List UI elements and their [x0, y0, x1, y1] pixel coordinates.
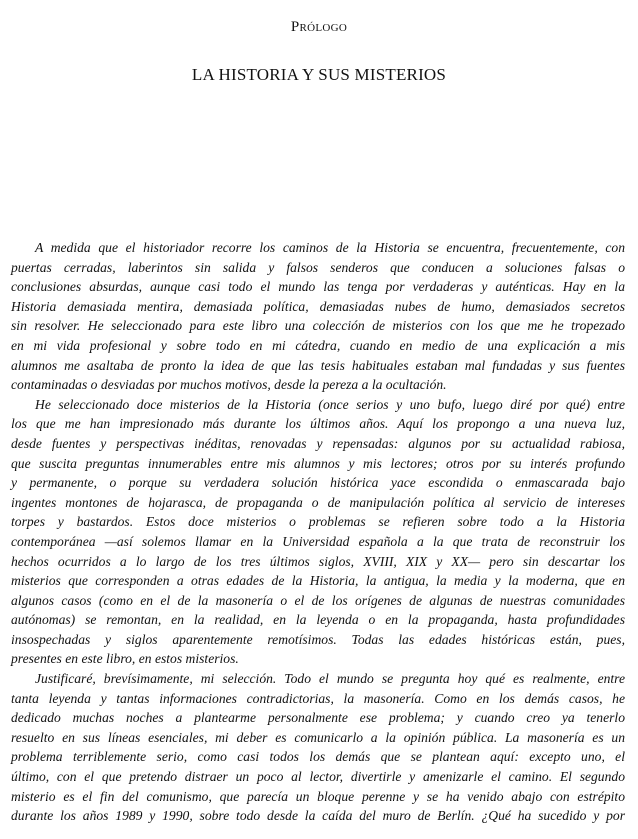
text-line: Historia demasiada mentira, demasiada política, demasiadas nubes de humo, demasiados secretos [11, 298, 625, 314]
text-line: resuelto en sus líneas esenciales, mi deber es comunicarlo a la opinión pública. La masonería es un [11, 729, 625, 745]
section-label-rest: RÓLOGO [299, 22, 348, 34]
text-line: He seleccionado doce misterios de la Historia (once serios y uno bufo, luego diré por qué) entre [35, 396, 625, 412]
text-line: problema terriblemente serio, como casi todos los demás que se plantean aquí: excepto uno, el [11, 749, 625, 765]
text-line: los que me han impresionado más durante los últimos años. Aquí los propongo a una nueva luz, [11, 416, 625, 432]
text-line: tanta leyenda y tantas informaciones contradictorias, la masonería. Como en los demás casos, he [11, 690, 625, 706]
text-line: conclusiones absurdas, aunque casi todo el mundo las tenga por verdaderas y auténticas. Hay en la [11, 279, 625, 295]
text-line: contaminadas o desviadas por muchos motivos, desde la pereza a la ocultación. [11, 377, 447, 393]
text-line: hechos ocurridos a lo largo de los tres últimos siglos, XVIII, XIX y XX— pero sin descartar los [11, 553, 625, 569]
text-line: ingentes montones de hojarasca, de propaganda o de manipulación política al servicio de intereses [11, 494, 625, 510]
text-line: A medida que el historiador recorre los caminos de la Historia se encuentra, frecuentemente, con [35, 240, 625, 255]
section-label-initial: P [290, 19, 300, 35]
text-line: algunos casos (como en el de la masonería o el de los orígenes de algunas de nuestras comunidades [11, 592, 625, 608]
body-text [11, 238, 625, 826]
text-line: dedicado muchas noches a plantearme personalmente ese problema; y cuando creo ya tenerlo [11, 710, 625, 726]
text-line: puertas cerradas, laberintos sin salida y falsos senderos que conducen a soluciones falsas o [11, 259, 625, 275]
text-line: presentes en este libro, en estos misterios. [11, 651, 239, 667]
text-line: desde fuentes y perspectivas inéditas, renovadas y repensadas: algunos por su actualidad rabiosa, [11, 435, 625, 451]
text-line: sin resolver. He seleccionado para este libro una colección de misterios con los que me he tropezado [11, 318, 625, 334]
text-line: contemporánea —así solemos llamar en la Universidad española a la que trata de reconstruir los [11, 533, 625, 549]
text-line: autónomas) se remontan, en la realidad, en la leyenda o en la propaganda, hasta profundidades [11, 612, 625, 628]
chapter-title: LA HISTORIA Y SUS MISTERIOS [191, 65, 447, 84]
text-line: insospechadas y siglos aparentemente remotísimos. Todas las edades históricas están, pues, [11, 631, 625, 647]
text-line: en mi vida profesional y sobre todo en mi cátedra, cuando en medio de una explicación a mis [11, 337, 625, 353]
text-line: misterios que corresponden a otras edades de la Historia, la antigua, la media y la moderna, que en [11, 573, 625, 589]
text-line: y permanente, o porque su verdadera solución histórica yace escondida o enmascarada bajo [11, 475, 625, 491]
text-line: torpes y bastardos. Estos doce misterios o problemas se refieren sobre todo a la Historia [11, 514, 625, 530]
text-line: misterio es el fin del comunismo, que parecía un bloque perenne y se ha venido abajo con estrépito [11, 788, 625, 804]
section-label [0, 19, 638, 36]
text-line: alumnos me asaltaba de pronto la idea de que las tesis habituales estaban mal fundadas y sus fuentes [11, 357, 625, 373]
text-line: último, con el que pretendo distraer un poco al lector, divertirle y amenizarle el camino. El segundo [11, 769, 625, 785]
text-line: Justificaré, brevísimamente, mi selección. Todo el mundo se pregunta hoy qué es realmente, entre [35, 671, 625, 687]
text-line: que suscita preguntas innumerables entre mis alumnos y mis lectores; otros por su interés profundo [11, 455, 625, 471]
text-line: durante los años 1989 y 1990, sobre todo desde la caída del muro de Berlín. ¿Qué ha sucedido y por [11, 808, 625, 824]
